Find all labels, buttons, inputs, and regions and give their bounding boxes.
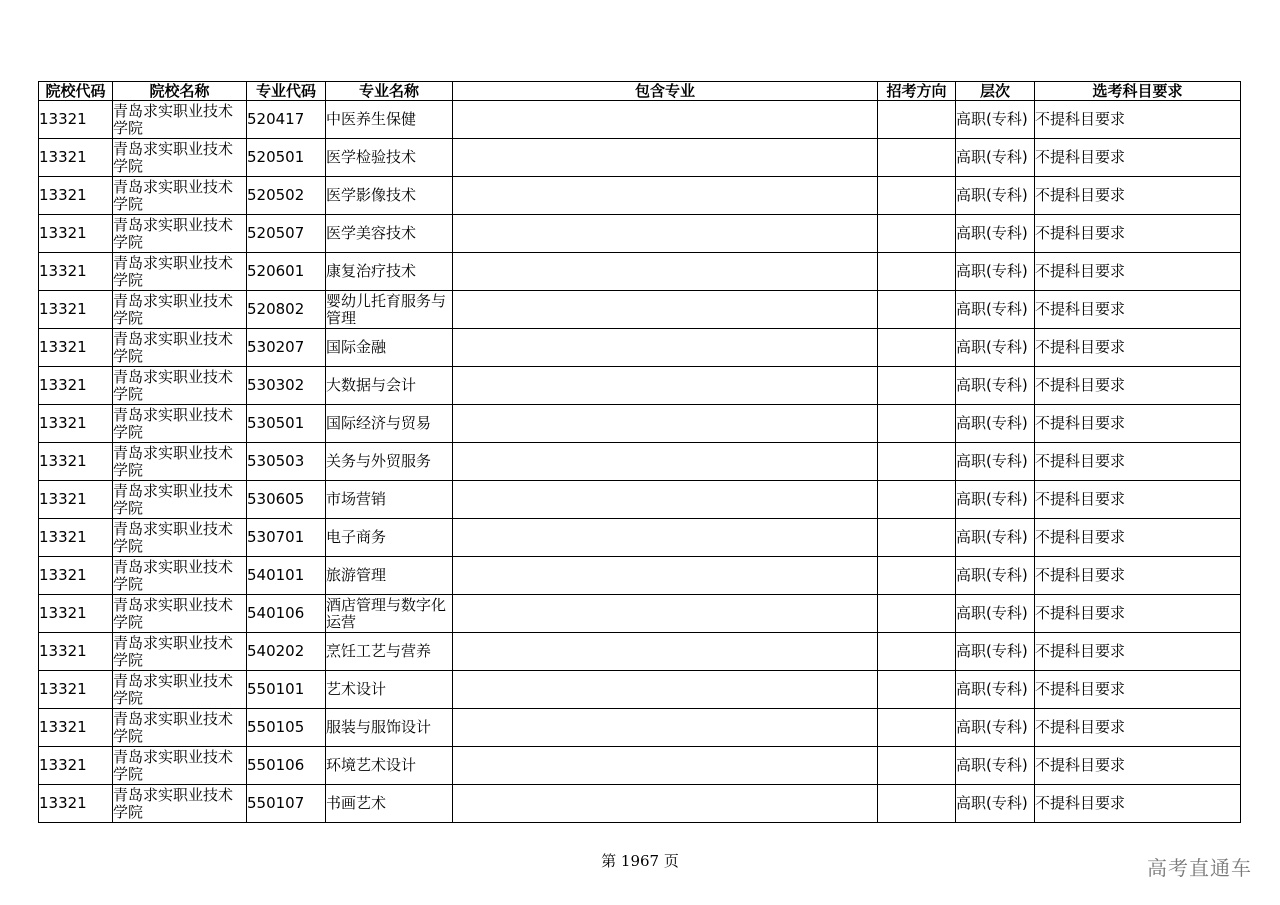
cell-subject-requirement: 不提科目要求 <box>1035 253 1241 291</box>
cell-major-code: 530701 <box>247 519 326 557</box>
cell-major-code: 530501 <box>247 405 326 443</box>
cell-direction <box>878 329 956 367</box>
cell-major-name: 烹饪工艺与营养 <box>326 633 453 671</box>
header-subject-requirement: 选考科目要求 <box>1035 82 1241 101</box>
cell-direction <box>878 215 956 253</box>
cell-direction <box>878 101 956 139</box>
cell-level: 高职(专科) <box>956 101 1035 139</box>
cell-school-code: 13321 <box>39 747 113 785</box>
cell-direction <box>878 709 956 747</box>
cell-included-majors <box>453 557 878 595</box>
cell-school-code: 13321 <box>39 519 113 557</box>
table-row <box>39 557 1241 595</box>
table-row <box>39 443 1241 481</box>
table-row <box>39 177 1241 215</box>
cell-school-name: 青岛求实职业技术学院 <box>113 481 247 519</box>
cell-included-majors <box>453 101 878 139</box>
table-row <box>39 367 1241 405</box>
cell-included-majors <box>453 747 878 785</box>
cell-major-code: 520417 <box>247 101 326 139</box>
cell-direction <box>878 367 956 405</box>
cell-included-majors <box>453 671 878 709</box>
table-body <box>39 101 1241 823</box>
cell-school-name: 青岛求实职业技术学院 <box>113 671 247 709</box>
table-row <box>39 633 1241 671</box>
header-major-code: 专业代码 <box>247 82 326 101</box>
cell-school-name: 青岛求实职业技术学院 <box>113 291 247 329</box>
cell-school-name: 青岛求实职业技术学院 <box>113 747 247 785</box>
cell-major-name: 关务与外贸服务 <box>326 443 453 481</box>
cell-subject-requirement: 不提科目要求 <box>1035 633 1241 671</box>
cell-included-majors <box>453 595 878 633</box>
cell-included-majors <box>453 139 878 177</box>
cell-major-code: 550106 <box>247 747 326 785</box>
cell-major-name: 医学美容技术 <box>326 215 453 253</box>
page-number: 第 1967 页 <box>601 852 679 870</box>
cell-school-code: 13321 <box>39 139 113 177</box>
cell-direction <box>878 519 956 557</box>
cell-subject-requirement: 不提科目要求 <box>1035 671 1241 709</box>
table-row <box>39 101 1241 139</box>
cell-level: 高职(专科) <box>956 633 1035 671</box>
cell-school-name: 青岛求实职业技术学院 <box>113 595 247 633</box>
cell-major-name: 旅游管理 <box>326 557 453 595</box>
cell-school-code: 13321 <box>39 595 113 633</box>
cell-included-majors <box>453 481 878 519</box>
cell-school-code: 13321 <box>39 481 113 519</box>
cell-level: 高职(专科) <box>956 139 1035 177</box>
cell-school-code: 13321 <box>39 557 113 595</box>
table-row <box>39 329 1241 367</box>
cell-level: 高职(专科) <box>956 709 1035 747</box>
cell-major-code: 530302 <box>247 367 326 405</box>
cell-direction <box>878 633 956 671</box>
header-level: 层次 <box>956 82 1035 101</box>
cell-included-majors <box>453 367 878 405</box>
cell-direction <box>878 557 956 595</box>
table-row <box>39 747 1241 785</box>
header-school-code: 院校代码 <box>39 82 113 101</box>
cell-major-code: 550101 <box>247 671 326 709</box>
cell-school-code: 13321 <box>39 291 113 329</box>
cell-subject-requirement: 不提科目要求 <box>1035 405 1241 443</box>
cell-school-name: 青岛求实职业技术学院 <box>113 329 247 367</box>
cell-major-name: 市场营销 <box>326 481 453 519</box>
cell-major-code: 550107 <box>247 785 326 823</box>
cell-major-code: 520502 <box>247 177 326 215</box>
cell-school-code: 13321 <box>39 101 113 139</box>
cell-level: 高职(专科) <box>956 253 1035 291</box>
cell-major-code: 540106 <box>247 595 326 633</box>
cell-school-code: 13321 <box>39 785 113 823</box>
cell-major-name: 医学检验技术 <box>326 139 453 177</box>
cell-subject-requirement: 不提科目要求 <box>1035 785 1241 823</box>
cell-major-code: 530207 <box>247 329 326 367</box>
cell-major-name: 康复治疗技术 <box>326 253 453 291</box>
cell-major-code: 530605 <box>247 481 326 519</box>
cell-subject-requirement: 不提科目要求 <box>1035 747 1241 785</box>
cell-major-code: 520601 <box>247 253 326 291</box>
cell-major-code: 520501 <box>247 139 326 177</box>
cell-direction <box>878 177 956 215</box>
cell-school-code: 13321 <box>39 329 113 367</box>
cell-school-name: 青岛求实职业技术学院 <box>113 785 247 823</box>
cell-school-code: 13321 <box>39 405 113 443</box>
admissions-table <box>38 81 1241 823</box>
table-row <box>39 595 1241 633</box>
cell-included-majors <box>453 519 878 557</box>
cell-school-name: 青岛求实职业技术学院 <box>113 405 247 443</box>
cell-direction <box>878 785 956 823</box>
cell-school-code: 13321 <box>39 177 113 215</box>
cell-included-majors <box>453 177 878 215</box>
cell-school-code: 13321 <box>39 367 113 405</box>
cell-level: 高职(专科) <box>956 291 1035 329</box>
cell-school-code: 13321 <box>39 709 113 747</box>
cell-direction <box>878 481 956 519</box>
cell-direction <box>878 671 956 709</box>
table-row <box>39 291 1241 329</box>
table-row <box>39 405 1241 443</box>
cell-level: 高职(专科) <box>956 785 1035 823</box>
header-school-name: 院校名称 <box>113 82 247 101</box>
table-row <box>39 671 1241 709</box>
table-row <box>39 519 1241 557</box>
cell-major-code: 530503 <box>247 443 326 481</box>
cell-major-code: 550105 <box>247 709 326 747</box>
cell-included-majors <box>453 709 878 747</box>
cell-major-code: 520802 <box>247 291 326 329</box>
cell-major-code: 540202 <box>247 633 326 671</box>
cell-level: 高职(专科) <box>956 405 1035 443</box>
cell-included-majors <box>453 215 878 253</box>
cell-subject-requirement: 不提科目要求 <box>1035 557 1241 595</box>
cell-school-name: 青岛求实职业技术学院 <box>113 215 247 253</box>
cell-direction <box>878 405 956 443</box>
cell-level: 高职(专科) <box>956 557 1035 595</box>
cell-major-name: 国际经济与贸易 <box>326 405 453 443</box>
watermark: 高考直通车 <box>1147 856 1252 880</box>
cell-major-name: 酒店管理与数字化运营 <box>326 595 453 633</box>
cell-level: 高职(专科) <box>956 367 1035 405</box>
cell-subject-requirement: 不提科目要求 <box>1035 101 1241 139</box>
table-row <box>39 785 1241 823</box>
cell-subject-requirement: 不提科目要求 <box>1035 139 1241 177</box>
cell-direction <box>878 747 956 785</box>
cell-direction <box>878 291 956 329</box>
cell-major-code: 540101 <box>247 557 326 595</box>
cell-school-name: 青岛求实职业技术学院 <box>113 557 247 595</box>
cell-included-majors <box>453 253 878 291</box>
cell-level: 高职(专科) <box>956 747 1035 785</box>
cell-subject-requirement: 不提科目要求 <box>1035 709 1241 747</box>
cell-school-code: 13321 <box>39 671 113 709</box>
cell-school-name: 青岛求实职业技术学院 <box>113 709 247 747</box>
cell-subject-requirement: 不提科目要求 <box>1035 443 1241 481</box>
cell-subject-requirement: 不提科目要求 <box>1035 291 1241 329</box>
cell-level: 高职(专科) <box>956 481 1035 519</box>
cell-level: 高职(专科) <box>956 671 1035 709</box>
cell-school-name: 青岛求实职业技术学院 <box>113 633 247 671</box>
cell-school-name: 青岛求实职业技术学院 <box>113 519 247 557</box>
cell-level: 高职(专科) <box>956 215 1035 253</box>
table-row <box>39 215 1241 253</box>
cell-subject-requirement: 不提科目要求 <box>1035 595 1241 633</box>
cell-major-name: 电子商务 <box>326 519 453 557</box>
cell-major-name: 中医养生保健 <box>326 101 453 139</box>
cell-level: 高职(专科) <box>956 443 1035 481</box>
cell-direction <box>878 139 956 177</box>
cell-included-majors <box>453 443 878 481</box>
cell-major-name: 国际金融 <box>326 329 453 367</box>
cell-subject-requirement: 不提科目要求 <box>1035 329 1241 367</box>
cell-direction <box>878 595 956 633</box>
cell-included-majors <box>453 405 878 443</box>
cell-school-name: 青岛求实职业技术学院 <box>113 253 247 291</box>
cell-major-code: 520507 <box>247 215 326 253</box>
cell-school-name: 青岛求实职业技术学院 <box>113 139 247 177</box>
cell-included-majors <box>453 329 878 367</box>
table-row <box>39 139 1241 177</box>
cell-school-name: 青岛求实职业技术学院 <box>113 443 247 481</box>
cell-school-name: 青岛求实职业技术学院 <box>113 177 247 215</box>
cell-level: 高职(专科) <box>956 177 1035 215</box>
table-header-row <box>39 82 1241 101</box>
cell-school-name: 青岛求实职业技术学院 <box>113 367 247 405</box>
cell-major-name: 大数据与会计 <box>326 367 453 405</box>
cell-major-name: 服装与服饰设计 <box>326 709 453 747</box>
table-row <box>39 709 1241 747</box>
table-row <box>39 481 1241 519</box>
cell-major-name: 医学影像技术 <box>326 177 453 215</box>
cell-subject-requirement: 不提科目要求 <box>1035 519 1241 557</box>
cell-subject-requirement: 不提科目要求 <box>1035 215 1241 253</box>
cell-subject-requirement: 不提科目要求 <box>1035 177 1241 215</box>
cell-major-name: 环境艺术设计 <box>326 747 453 785</box>
cell-school-code: 13321 <box>39 215 113 253</box>
cell-school-code: 13321 <box>39 253 113 291</box>
cell-major-name: 书画艺术 <box>326 785 453 823</box>
cell-subject-requirement: 不提科目要求 <box>1035 367 1241 405</box>
header-major-name: 专业名称 <box>326 82 453 101</box>
table-row <box>39 253 1241 291</box>
cell-school-code: 13321 <box>39 443 113 481</box>
cell-direction <box>878 253 956 291</box>
cell-level: 高职(专科) <box>956 329 1035 367</box>
cell-subject-requirement: 不提科目要求 <box>1035 481 1241 519</box>
cell-included-majors <box>453 785 878 823</box>
cell-school-code: 13321 <box>39 633 113 671</box>
header-included-majors: 包含专业 <box>453 82 878 101</box>
cell-included-majors <box>453 291 878 329</box>
cell-level: 高职(专科) <box>956 519 1035 557</box>
cell-school-name: 青岛求实职业技术学院 <box>113 101 247 139</box>
cell-major-name: 艺术设计 <box>326 671 453 709</box>
header-direction: 招考方向 <box>878 82 956 101</box>
cell-direction <box>878 443 956 481</box>
cell-major-name: 婴幼儿托育服务与管理 <box>326 291 453 329</box>
cell-included-majors <box>453 633 878 671</box>
cell-level: 高职(专科) <box>956 595 1035 633</box>
